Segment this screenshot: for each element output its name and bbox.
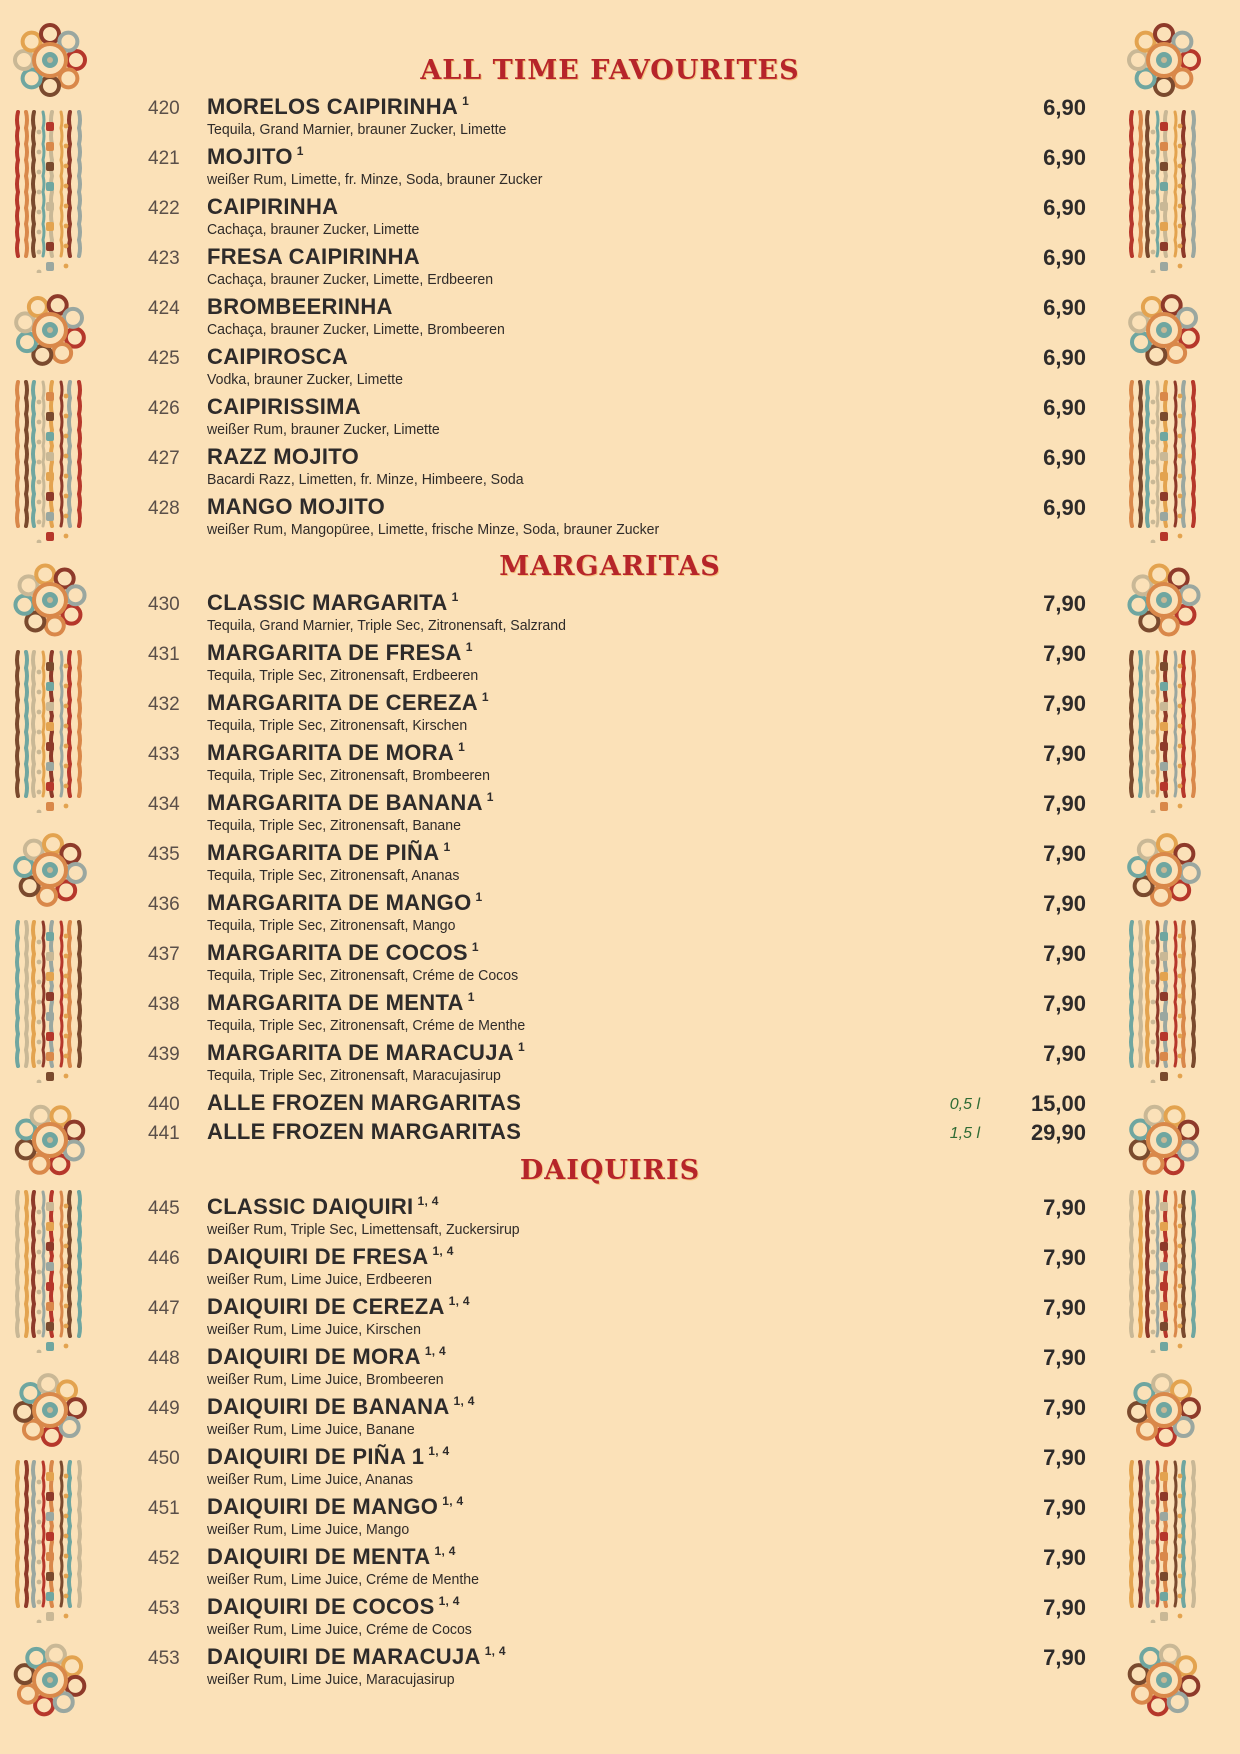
item-name-text: MANGO MOJITO: [207, 494, 385, 519]
allergen-footnote: 1: [465, 640, 473, 654]
item-name: [207, 1119, 521, 1145]
item-name-text: MARGARITA DE MARACUJA: [207, 1040, 514, 1065]
item-name: [207, 1244, 454, 1270]
item-name: [207, 1444, 450, 1470]
item-name: [207, 494, 385, 520]
item-description: weißer Rum, Lime Juice, Erdbeeren: [207, 1271, 432, 1288]
allergen-footnote: 1, 4: [442, 1494, 464, 1508]
allergen-footnote: 1, 4: [448, 1294, 470, 1308]
item-price: 29,90: [1030, 1120, 1086, 1145]
menu-item: [130, 1644, 1090, 1694]
allergen-footnote: 1: [481, 690, 489, 704]
item-price: 7,90: [1043, 1595, 1086, 1620]
item-price: 7,90: [1043, 1195, 1086, 1220]
item-description: Tequila, Grand Marnier, brauner Zucker, Limette: [207, 121, 507, 138]
item-description: weißer Rum, Lime Juice, Brombeeren: [207, 1371, 444, 1388]
item-price: 7,90: [1043, 941, 1086, 966]
item-name-text: CAIPIROSCA: [207, 344, 349, 369]
item-price: 7,90: [1043, 1345, 1086, 1370]
item-description: Cachaça, brauner Zucker, Limette, Brombeeren: [207, 321, 505, 338]
tribal-stripes-ornament: [10, 108, 90, 273]
item-name-text: CAIPIRINHA: [207, 194, 339, 219]
item-description: weißer Rum, Triple Sec, Limettensaft, Zuckersirup: [207, 1221, 520, 1238]
item-name: [207, 1294, 470, 1320]
item-price: 6,90: [1043, 245, 1086, 270]
item-price: 7,90: [1043, 741, 1086, 766]
allergen-footnote: 1: [451, 590, 459, 604]
allergen-footnote: 1: [458, 740, 466, 754]
allergen-footnote: 1, 4: [484, 1644, 506, 1658]
item-description: Tequila, Triple Sec, Zitronensaft, Erdbeeren: [207, 667, 479, 684]
menu-item: [130, 1494, 1090, 1544]
item-description: Cachaça, brauner Zucker, Limette, Erdbeeren: [207, 271, 494, 288]
allergen-footnote: 1: [462, 94, 470, 108]
menu-item: [130, 94, 1090, 144]
item-name-text: CAIPIRISSIMA: [207, 394, 361, 419]
item-name-text: MARGARITA DE PIÑA: [207, 840, 440, 865]
section-items: [130, 94, 1090, 544]
section-title: MARGARITAS: [499, 551, 721, 582]
menu-item: [130, 144, 1090, 194]
item-name-text: MARGARITA DE MENTA: [207, 990, 464, 1015]
menu-item: [130, 1594, 1090, 1644]
item-price: 7,90: [1043, 1445, 1086, 1470]
item-description: Tequila, Triple Sec, Zitronensaft, Banane: [207, 817, 461, 834]
menu-item: [130, 194, 1090, 244]
menu-item: [130, 1394, 1090, 1444]
item-description: weißer Rum, Lime Juice, Créme de Menthe: [207, 1571, 479, 1588]
sun-ornament-icon: [1124, 1370, 1204, 1450]
menu-item: [130, 294, 1090, 344]
item-name-text: DAIQUIRI DE PIÑA 1: [207, 1444, 425, 1469]
item-description: Cachaça, brauner Zucker, Limette: [207, 221, 420, 238]
item-description: weißer Rum, Lime Juice, Banane: [207, 1421, 415, 1438]
item-price: 7,90: [1043, 841, 1086, 866]
allergen-footnote: 1: [517, 1040, 525, 1054]
item-name: [207, 1040, 525, 1066]
section-all-time-favourites: [130, 52, 1090, 544]
item-description: Tequila, Triple Sec, Zitronensaft, Créme de Menthe: [207, 1017, 526, 1034]
item-price: 7,90: [1043, 1645, 1086, 1670]
menu-item: [130, 590, 1090, 640]
menu-item: [130, 640, 1090, 690]
sun-ornament-icon: [1124, 560, 1204, 640]
item-number: 428: [148, 498, 180, 519]
item-name: [207, 840, 450, 866]
allergen-footnote: 1, 4: [438, 1594, 460, 1608]
menu-item: [130, 394, 1090, 444]
item-description: Tequila, Triple Sec, Zitronensaft, Ananas: [207, 867, 460, 884]
menu-item: [130, 990, 1090, 1040]
item-price: 7,90: [1043, 591, 1086, 616]
item-name: [207, 444, 359, 470]
item-number: 450: [148, 1448, 180, 1469]
allergen-footnote: 1: [443, 840, 451, 854]
menu-item: [130, 1194, 1090, 1244]
menu-item: [130, 1090, 1090, 1119]
allergen-footnote: 1: [467, 990, 475, 1004]
menu-item: [130, 1444, 1090, 1494]
item-name-text: DAIQUIRI DE MARACUJA: [207, 1644, 481, 1669]
item-price: 7,90: [1043, 1041, 1086, 1066]
tribal-stripes-ornament: [10, 378, 90, 543]
item-number: 449: [148, 1398, 180, 1419]
item-name-text: MARGARITA DE FRESA: [207, 640, 462, 665]
item-number: 430: [148, 594, 180, 615]
item-name-text: DAIQUIRI DE COCOS: [207, 1594, 435, 1619]
item-name-text: DAIQUIRI DE FRESA: [207, 1244, 429, 1269]
item-name: [207, 1394, 475, 1420]
item-number: 426: [148, 398, 180, 419]
item-number: 439: [148, 1044, 180, 1065]
item-number: 423: [148, 248, 180, 269]
item-description: weißer Rum, Lime Juice, Ananas: [207, 1471, 414, 1488]
item-number: 452: [148, 1548, 180, 1569]
item-name-text: MARGARITA DE COCOS: [207, 940, 468, 965]
sun-ornament-icon: [1124, 1100, 1204, 1180]
allergen-footnote: 1: [471, 940, 479, 954]
menu-content: [130, 52, 1090, 1694]
tribal-stripes-ornament: [1124, 918, 1204, 1083]
item-number: 424: [148, 298, 180, 319]
item-name-text: MARGARITA DE MORA: [207, 740, 455, 765]
item-description: Bacardi Razz, Limetten, fr. Minze, Himbeere, Soda: [207, 471, 524, 488]
item-name-text: MARGARITA DE BANANA: [207, 790, 483, 815]
allergen-footnote: 1: [296, 144, 304, 158]
item-number: 437: [148, 944, 180, 965]
item-name-text: CLASSIC DAIQUIRI: [207, 1194, 414, 1219]
item-description: weißer Rum, Lime Juice, Créme de Cocos: [207, 1621, 472, 1638]
item-name: [207, 1090, 521, 1116]
item-number: 451: [148, 1498, 180, 1519]
sun-ornament-icon: [1124, 830, 1204, 910]
item-name: [207, 294, 393, 320]
allergen-footnote: 1, 4: [428, 1444, 450, 1458]
item-name: [207, 144, 304, 170]
tribal-stripes-ornament: [1124, 648, 1204, 813]
menu-item: [130, 1244, 1090, 1294]
sun-ornament-icon: [1124, 1640, 1204, 1720]
menu-item: [130, 890, 1090, 940]
item-name: [207, 890, 482, 916]
left-decorative-border: [10, 0, 120, 1754]
item-price: 7,90: [1043, 891, 1086, 916]
item-name-text: DAIQUIRI DE MANGO: [207, 1494, 439, 1519]
menu-item: [130, 1119, 1090, 1148]
item-number: 445: [148, 1198, 180, 1219]
item-name: [207, 244, 420, 270]
sun-ornament-icon: [10, 1370, 90, 1450]
section-items: [130, 1194, 1090, 1694]
item-price: 6,90: [1043, 495, 1086, 520]
item-name: [207, 640, 473, 666]
item-description: weißer Rum, Lime Juice, Mango: [207, 1521, 410, 1538]
item-price: 6,90: [1043, 145, 1086, 170]
tribal-stripes-ornament: [1124, 108, 1204, 273]
item-name: [207, 394, 361, 420]
item-name: [207, 1344, 446, 1370]
sun-ornament-icon: [10, 560, 90, 640]
menu-item: [130, 494, 1090, 544]
item-price: 6,90: [1043, 395, 1086, 420]
allergen-footnote: 1, 4: [434, 1544, 456, 1558]
item-price: 7,90: [1043, 791, 1086, 816]
menu-item: [130, 940, 1090, 990]
tribal-stripes-ornament: [10, 1188, 90, 1353]
menu-item: [130, 690, 1090, 740]
item-name: [207, 344, 348, 370]
menu-item: [130, 840, 1090, 890]
item-number: 433: [148, 744, 180, 765]
item-description: Tequila, Triple Sec, Zitronensaft, Créme de Cocos: [207, 967, 519, 984]
menu-item: [130, 1294, 1090, 1344]
tribal-stripes-ornament: [1124, 378, 1204, 543]
item-size: 1,5 l: [949, 1125, 980, 1142]
item-number: 438: [148, 994, 180, 1015]
tribal-stripes-ornament: [1124, 1188, 1204, 1353]
item-price: 6,90: [1043, 295, 1086, 320]
item-name-text: MARGARITA DE MANGO: [207, 890, 472, 915]
tribal-stripes-ornament: [10, 918, 90, 1083]
menu-item: [130, 344, 1090, 394]
item-name: [207, 990, 475, 1016]
item-price: 6,90: [1043, 195, 1086, 220]
sun-ornament-icon: [1124, 290, 1204, 370]
item-number: 434: [148, 794, 180, 815]
item-name-text: ALLE FROZEN MARGARITAS: [207, 1119, 522, 1144]
allergen-footnote: 1, 4: [432, 1244, 454, 1258]
item-name: [207, 1494, 463, 1520]
item-name-text: DAIQUIRI DE MORA: [207, 1344, 421, 1369]
item-number: 447: [148, 1298, 180, 1319]
item-price: 6,90: [1043, 445, 1086, 470]
item-name: [207, 740, 465, 766]
allergen-footnote: 1, 4: [424, 1344, 447, 1358]
item-description: weißer Rum, brauner Zucker, Limette: [207, 421, 440, 438]
item-name-text: DAIQUIRI DE BANANA: [207, 1394, 450, 1419]
item-price: 7,90: [1043, 691, 1086, 716]
item-description: Tequila, Triple Sec, Zitronensaft, Kirschen: [207, 717, 468, 734]
item-number: 422: [148, 198, 180, 219]
menu-item: [130, 740, 1090, 790]
item-description: Vodka, brauner Zucker, Limette: [207, 371, 403, 388]
item-number: 427: [148, 448, 180, 469]
allergen-footnote: 1: [475, 890, 483, 904]
item-name-text: BROMBEERINHA: [207, 294, 393, 319]
tribal-stripes-ornament: [10, 648, 90, 813]
section-title: DAIQUIRIS: [519, 1155, 701, 1186]
menu-item: [130, 1344, 1090, 1394]
item-name-text: DAIQUIRI DE MENTA: [207, 1544, 431, 1569]
sun-ornament-icon: [10, 20, 90, 100]
tribal-stripes-ornament: [10, 1458, 90, 1623]
item-price: 7,90: [1043, 1545, 1086, 1570]
item-number: 420: [148, 98, 180, 119]
sun-ornament-icon: [10, 1100, 90, 1180]
item-price: 7,90: [1043, 1295, 1086, 1320]
allergen-footnote: 1: [486, 790, 494, 804]
item-description: Tequila, Triple Sec, Zitronensaft, Mango: [207, 917, 456, 934]
item-number: 453: [148, 1598, 180, 1619]
right-decorative-border: [1124, 0, 1234, 1754]
sun-ornament-icon: [1124, 20, 1204, 100]
menu-item: [130, 444, 1090, 494]
item-name: [207, 194, 338, 220]
item-number: 441: [148, 1123, 180, 1144]
menu-item: [130, 790, 1090, 840]
item-description: weißer Rum, Limette, fr. Minze, Soda, brauner Zucker: [207, 171, 543, 188]
menu-item: [130, 244, 1090, 294]
tribal-stripes-ornament: [1124, 1458, 1204, 1623]
item-name-text: ALLE FROZEN MARGARITAS: [207, 1090, 522, 1115]
item-name: [207, 1194, 439, 1220]
item-name-text: MOJITO: [207, 144, 293, 169]
sun-ornament-icon: [10, 830, 90, 910]
item-price: 7,90: [1043, 641, 1086, 666]
item-number: 436: [148, 894, 180, 915]
item-price: 15,00: [1030, 1091, 1086, 1116]
item-name: [207, 590, 459, 616]
item-description: weißer Rum, Mangopüree, Limette, frische Minze, Soda, brauner Zucker: [207, 521, 660, 538]
item-name: [207, 1594, 460, 1620]
sun-ornament-icon: [10, 290, 90, 370]
item-price: 6,90: [1043, 95, 1086, 120]
item-name-text: DAIQUIRI DE CEREZA: [207, 1294, 445, 1319]
item-name: [207, 790, 494, 816]
item-name-text: CLASSIC MARGARITA: [207, 590, 448, 615]
item-number: 453: [148, 1648, 180, 1669]
item-price: 7,90: [1043, 991, 1086, 1016]
item-number: 448: [148, 1348, 180, 1369]
item-description: Tequila, Triple Sec, Zitronensaft, Maracujasirup: [207, 1067, 501, 1084]
item-number: 431: [148, 644, 180, 665]
item-price: 7,90: [1043, 1495, 1086, 1520]
item-name: [207, 690, 489, 716]
item-description: weißer Rum, Lime Juice, Kirschen: [207, 1321, 421, 1338]
item-name: [207, 1544, 456, 1570]
section-items: [130, 590, 1090, 1148]
item-name-text: RAZZ MOJITO: [207, 444, 360, 469]
item-number: 446: [148, 1248, 180, 1269]
section-margaritas: [130, 548, 1090, 1148]
menu-item: [130, 1040, 1090, 1090]
menu-item: [130, 1544, 1090, 1594]
item-name: [207, 94, 469, 120]
item-name: [207, 1644, 506, 1670]
item-name-text: MARGARITA DE CEREZA: [207, 690, 478, 715]
section-daiquiris: [130, 1152, 1090, 1694]
item-name-text: MORELOS CAIPIRINHA: [207, 94, 459, 119]
item-number: 440: [148, 1094, 180, 1115]
item-name-text: FRESA CAIPIRINHA: [207, 244, 420, 269]
item-number: 421: [148, 148, 180, 169]
item-price: 7,90: [1043, 1245, 1086, 1270]
item-description: Tequila, Triple Sec, Zitronensaft, Brombeeren: [207, 767, 490, 784]
item-description: weißer Rum, Lime Juice, Maracujasirup: [207, 1671, 455, 1688]
item-number: 432: [148, 694, 180, 715]
item-price: 6,90: [1043, 345, 1086, 370]
item-number: 425: [148, 348, 180, 369]
item-price: 7,90: [1043, 1395, 1086, 1420]
item-description: Tequila, Grand Marnier, Triple Sec, Zitronensaft, Salzrand: [207, 617, 566, 634]
item-number: 435: [148, 844, 180, 865]
allergen-footnote: 1, 4: [453, 1394, 475, 1408]
sun-ornament-icon: [10, 1640, 90, 1720]
item-name: [207, 940, 479, 966]
section-title: ALL TIME FAVOURITES: [420, 55, 800, 86]
item-size: 0,5 l: [949, 1096, 980, 1113]
allergen-footnote: 1, 4: [417, 1194, 439, 1208]
